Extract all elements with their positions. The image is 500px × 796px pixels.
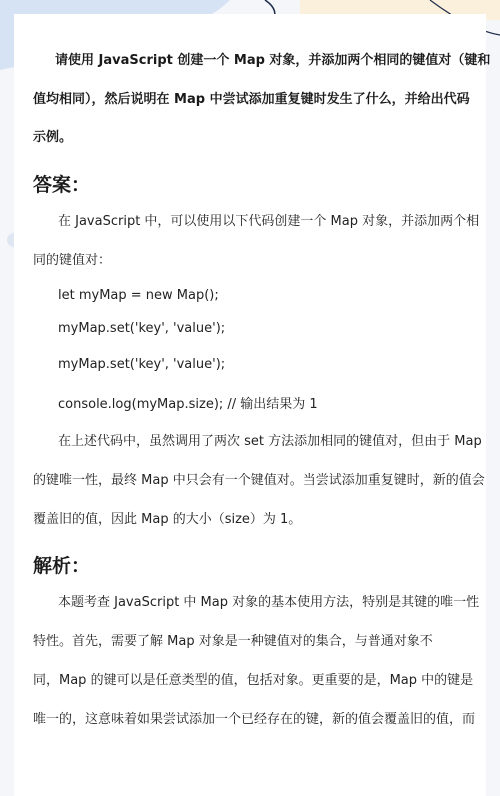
code-line: myMap.set('key', 'value'); [58, 321, 226, 336]
explanation-line: 在上述代码中，虽然调用了两次 set 方法添加相同的键值对，但由于 Map [58, 434, 482, 449]
code-line: myMap.set('key', 'value'); [58, 357, 226, 372]
code-line: let myMap = new Map(); [58, 288, 219, 303]
analysis-line: 本题考查 JavaScript 中 Map 对象的基本使用方法，特别是其键的唯一性 [58, 595, 480, 610]
analysis-line: 唯一的，这意味着如果尝试添加一个已经存在的键，新的值会覆盖旧的值，而 [33, 712, 476, 727]
analysis-heading: 解析： [33, 555, 91, 577]
analysis-line: 特性。首先，需要了解 Map 对象是一种键值对的集合，与普通对象不 [33, 634, 433, 649]
code-line: console.log(myMap.size); // 输出结果为 1 [58, 397, 318, 412]
question-line: 值均相同），然后说明在 Map 中尝试添加重复键时发生了什么，并给出代码 [33, 92, 470, 107]
explanation-line: 的键唯一性，最终 Map 中只会有一个键值对。当尝试添加重复键时，新的值会 [33, 473, 485, 488]
answer-heading: 答案： [33, 174, 91, 196]
question-line: 示例。 [33, 130, 73, 145]
answer-intro-line: 同的键值对： [33, 253, 112, 268]
explanation-line: 覆盖旧的值，因此 Map 的大小（size）为 1。 [33, 512, 302, 527]
answer-intro-line: 在 JavaScript 中，可以使用以下代码创建一个 Map 对象，并添加两个相 [58, 214, 480, 229]
question-line: 请使用 JavaScript 创建一个 Map 对象，并添加两个相同的键值对（键和 [55, 53, 491, 68]
analysis-line: 同，Map 的键可以是任意类型的值，包括对象。更重要的是，Map 中的键是 [33, 673, 474, 688]
